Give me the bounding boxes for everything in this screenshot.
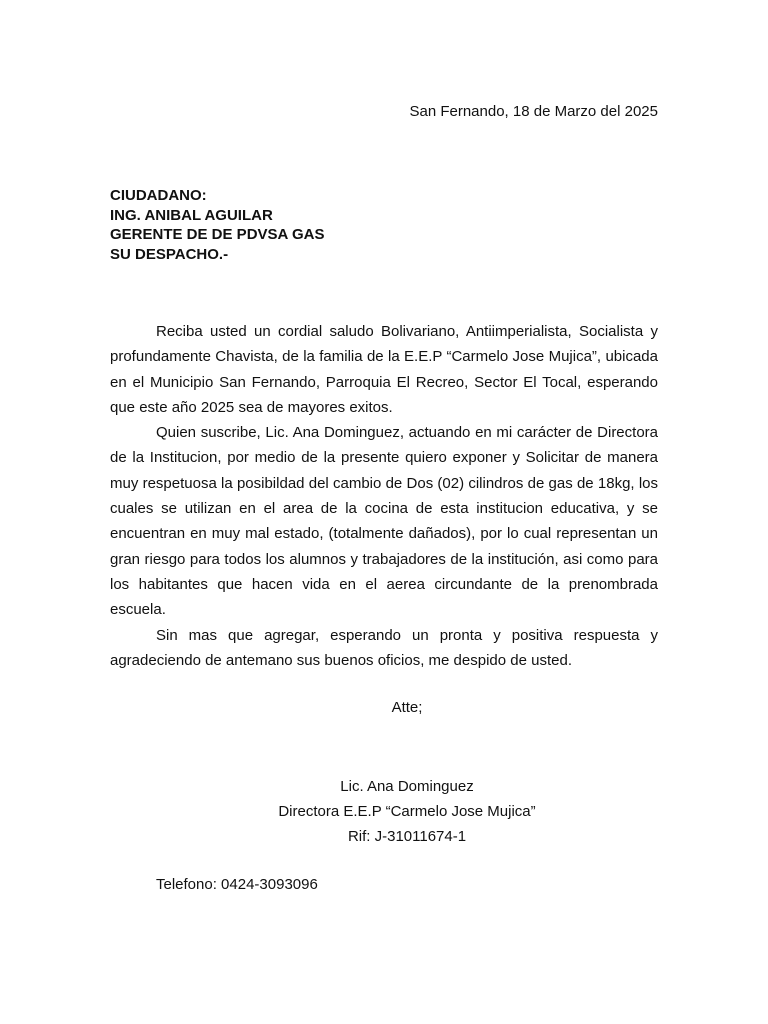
letter-body xyxy=(110,319,658,673)
closing-line: Atte; xyxy=(391,699,423,716)
body-paragraph-greeting: Reciba usted un cordial saludo Bolivariano, Antiimperialista, Socialista y profundamente Chavista, de la familia de la E.E.P “Carmelo Jose Mujica”, ubicada en el Municipio San Fernando, Parroquia El Recreo, Sector El Tocal, esperando que este año 2025 sea de mayores exitos. xyxy=(110,323,658,416)
signature-block xyxy=(110,774,704,849)
signature-name: Lic. Ana Dominguez xyxy=(340,778,474,795)
signature-rif: Rif: J-31011674-1 xyxy=(347,828,467,845)
body-paragraph-request: Quien suscribe, Lic. Ana Dominguez, actuando en mi carácter de Directora de la Institucion, por medio de la presente quiero exponer y Solicitar de manera muy respetuosa la posibildad del cambio de Dos (02) cilindros de gas de 18kg, los cuales se utilizan en el area de la cocina de esta institucion educativa, y se encuentran en muy mal estado, (totalmente dañados), por lo cual representan un gran riesgo para todos los alumnos y trabajadores de la institución, asi como para los habitantes que hacen vida en el aerea circundante de la prenombrada escuela. xyxy=(110,424,658,619)
date-line: San Fernando, 18 de Marzo del 2025 xyxy=(409,103,658,120)
recipient-salutation: CIUDADANO: xyxy=(110,187,207,204)
recipient-block xyxy=(110,186,324,264)
signature-title: Directora E.E.P “Carmelo Jose Mujica” xyxy=(278,803,536,820)
recipient-office: SU DESPACHO.- xyxy=(110,245,229,263)
phone-line: Telefono: 0424-3093096 xyxy=(156,876,318,893)
recipient-name: ING. ANIBAL AGUILAR xyxy=(110,206,273,224)
body-paragraph-farewell: Sin mas que agregar, esperando un pronta y positiva respuesta y agradeciendo de antemano sus buenos oficios, me despido de usted. xyxy=(110,626,658,669)
recipient-position: GERENTE DE DE PDVSA GAS xyxy=(110,226,325,243)
